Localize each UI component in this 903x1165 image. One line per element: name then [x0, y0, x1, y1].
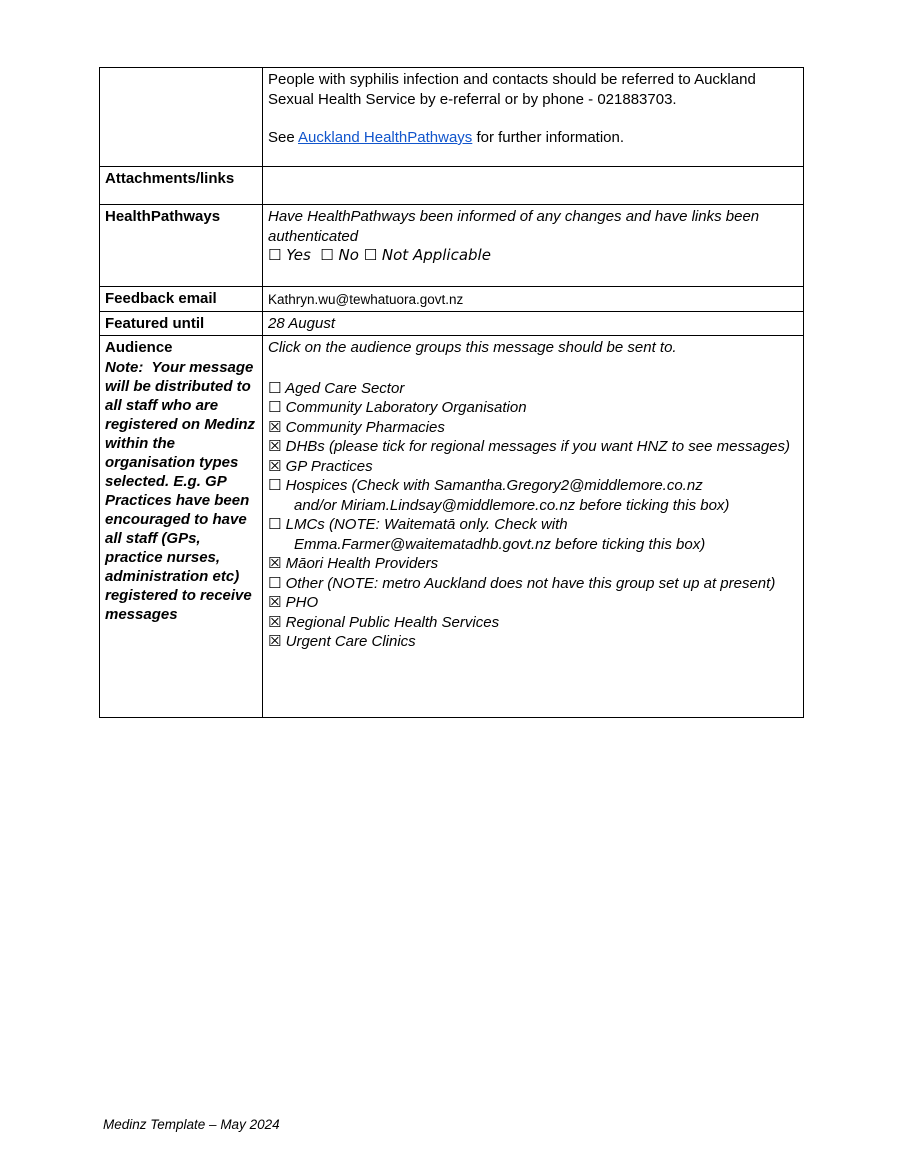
audience-item-label: Urgent Care Clinics [285, 633, 416, 650]
checkbox-checked-icon[interactable]: ☒ [268, 554, 282, 572]
audience-item-regional-public-health [268, 613, 798, 633]
checkbox-checked-icon[interactable]: ☒ [268, 417, 282, 436]
audience-item-other [268, 574, 798, 594]
checkbox-icon[interactable]: ☐ [268, 573, 282, 592]
healthpathways-yes-no-options[interactable]: ☐ Yes ☐ No ☐ Not Applicable [268, 246, 491, 264]
audience-item-label-line2: and/or Miriam.Lindsay@middlemore.co.nz before ticking this box) [294, 496, 730, 514]
audience-item-community-pharmacies [268, 418, 798, 438]
checkbox-checked-icon[interactable]: ☒ [268, 437, 282, 455]
checkbox-icon[interactable]: ☐ [268, 398, 282, 416]
audience-item-label: Hospices (Check with Samantha.Gregory2@middlemore.co.nz [285, 477, 703, 494]
audience-item-label: Community Laboratory Organisation [285, 399, 527, 416]
table-row [100, 336, 804, 718]
attachments-value-cell[interactable] [263, 167, 804, 205]
checkbox-checked-icon[interactable]: ☒ [268, 612, 282, 631]
feedback-label-cell [100, 287, 263, 312]
featured-label-cell [100, 311, 263, 336]
audience-item-label: Community Pharmacies [285, 418, 445, 436]
audience-label: Audience [105, 339, 173, 356]
featured-until-label: Featured until [105, 314, 205, 332]
checkbox-checked-icon[interactable]: ☒ [268, 632, 282, 650]
auckland-healthpathways-link[interactable]: Auckland HealthPathways [298, 129, 473, 146]
audience-item-label: Aged Care Sector [285, 379, 405, 397]
table-row [100, 167, 804, 205]
table-row [100, 287, 804, 312]
audience-item-label-line2: Emma.Farmer@waitematadhb.govt.nz before ticking this box) [294, 535, 706, 553]
see-healthpathways-line [268, 128, 798, 148]
table-row [100, 68, 804, 167]
audience-item-label: DHBs (please tick for regional messages if you want HNZ to see messages) [285, 438, 790, 455]
see-prefix-text: See [268, 129, 299, 146]
medinz-template-table [99, 67, 804, 718]
audience-item-dhbs [268, 437, 798, 457]
healthpathways-label: HealthPathways [105, 208, 221, 225]
audience-item-label: Other (NOTE: metro Auckland does not have this group set up at present) [285, 574, 776, 592]
audience-item-maori-health [268, 554, 798, 574]
audience-item-label: Māori Health Providers [285, 555, 439, 572]
audience-item-hospices [268, 476, 798, 515]
featured-until-value[interactable]: 28 August [268, 314, 335, 332]
audience-item-label: PHO [285, 594, 319, 611]
healthpathways-label-cell [100, 205, 263, 287]
checkbox-checked-icon[interactable]: ☒ [268, 456, 282, 475]
audience-item-community-lab [268, 398, 798, 418]
attachments-label-cell [100, 167, 263, 205]
audience-intro: Click on the audience groups this message should be sent to. [268, 339, 677, 356]
audience-item-pho [268, 593, 798, 613]
feedback-email-value[interactable]: Kathryn.wu@tewhatuora.govt.nz [268, 292, 464, 307]
audience-note: Note: Your message will be distributed to all staff who are registered on Medinz within the organisation types selected. E.g. GP Practices have been encouraged to have all staff (GPs, practice nurses, administration etc) registered to receive messages [105, 358, 260, 623]
see-suffix-text: for further information. [472, 129, 625, 146]
checkbox-icon[interactable]: ☐ [268, 476, 282, 494]
audience-item-label: Regional Public Health Services [285, 613, 500, 631]
audience-body-cell [263, 336, 804, 718]
audience-item-urgent-care [268, 632, 798, 652]
audience-label-cell [100, 336, 263, 718]
table-row [100, 205, 804, 287]
table-row [100, 311, 804, 336]
checkbox-icon[interactable]: ☐ [268, 378, 282, 397]
audience-item-gp-practices [268, 457, 798, 477]
audience-item-aged-care [268, 379, 798, 399]
healthpathways-question: Have HealthPathways been informed of any changes and have links been authenticated [268, 208, 760, 245]
attachments-label: Attachments/links [105, 170, 235, 187]
row1-body-cell [263, 68, 804, 167]
audience-item-label: LMCs (NOTE: Waitematā only. Check with [285, 516, 568, 533]
audience-item-label: GP Practices [285, 457, 373, 475]
document-footer: Medinz Template – May 2024 [103, 1117, 280, 1132]
checkbox-checked-icon[interactable]: ☒ [268, 593, 282, 611]
feedback-value-cell [263, 287, 804, 312]
feedback-email-label: Feedback email [105, 290, 217, 307]
checkbox-icon[interactable]: ☐ [268, 515, 282, 533]
syphilis-referral-text: People with syphilis infection and contacts should be referred to Auckland Sexual Health Service by e-referral or by phone - 021883703. [268, 71, 756, 108]
healthpathways-body-cell [263, 205, 804, 287]
blank-line [268, 109, 798, 128]
featured-value-cell [263, 311, 804, 336]
audience-item-lmcs [268, 515, 798, 554]
row1-label-cell [100, 68, 263, 167]
blank-line [268, 358, 798, 379]
